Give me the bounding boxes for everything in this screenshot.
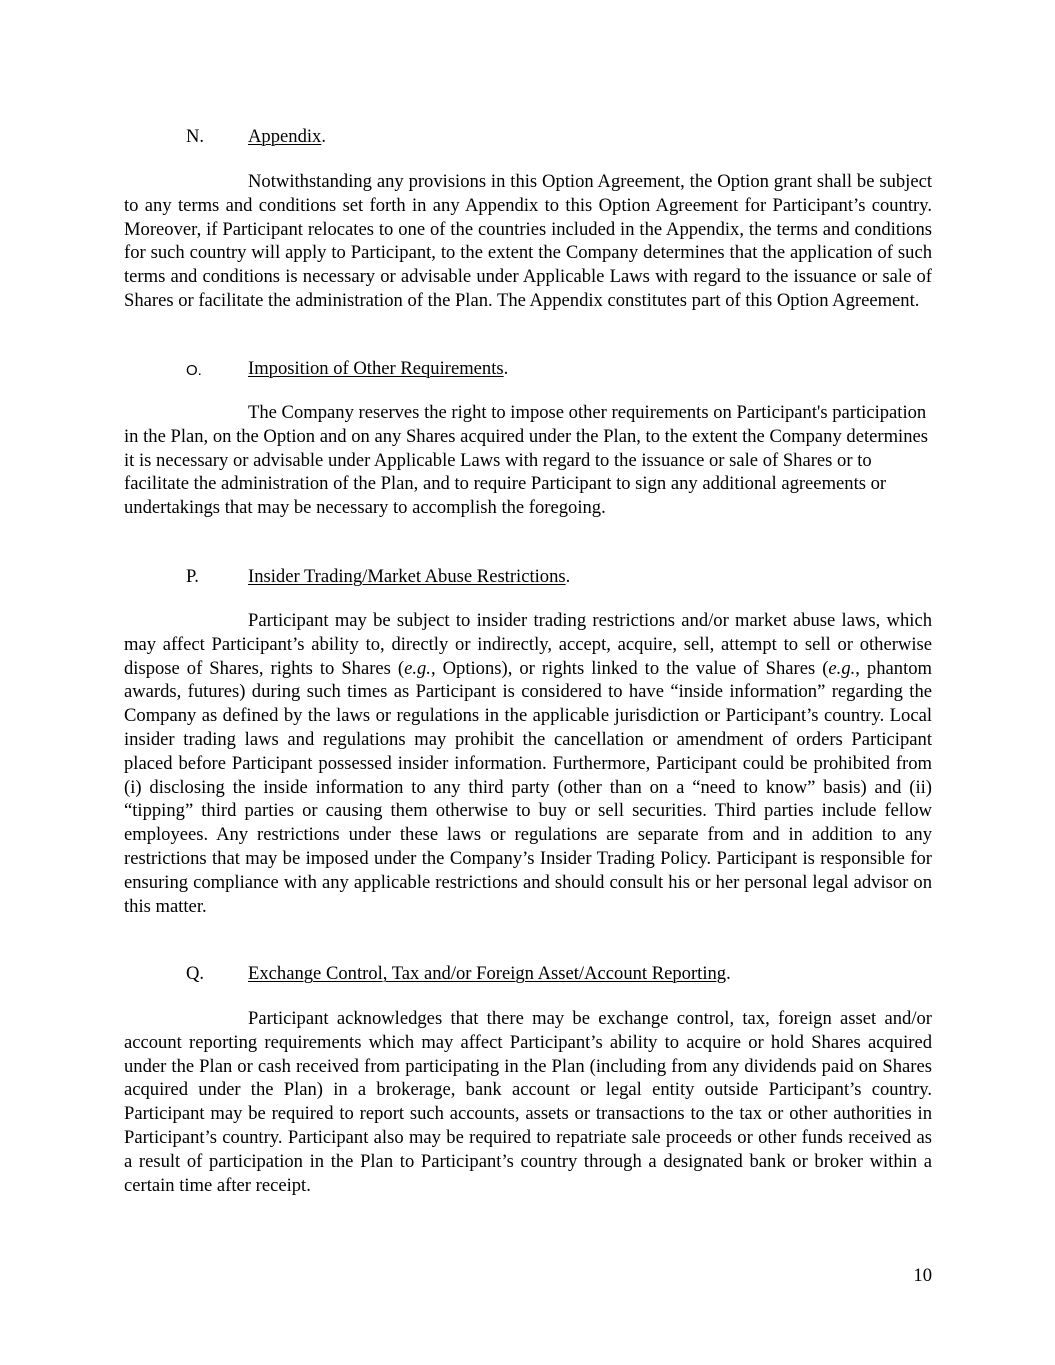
section-body-o: The Company reserves the right to impose other requirements on Participant's participation in the Plan, on the Option and on any Shares acquired under the Plan, to the extent the Company determines it is necessary or advisable under Applicable Laws with regard to the issuance or sale of Shares or to facilitate the administration of the Plan, and to require Participant to sign any additional agreements or undertakings that may be necessary to accomplish the foregoing. — [124, 402, 928, 519]
section-letter: Q. — [186, 963, 205, 984]
section-title: Appendix — [248, 126, 322, 147]
section-body-q: Participant acknowledges that there may be exchange control, tax, foreign asset and/or account reporting requirements which may affect Participant’s ability to acquire or hold Shares acquired under the Plan or cash received from participating in the Plan (including from any dividends paid on Shares acquired under the Plan) in a brokerage, bank account or legal entity outside Participant’s country. Participant may be required to report such accounts, assets or transactions to the tax or other authorities in Participant’s country. Participant also may be required to repatriate sale proceeds or other funds received as a result of participation in the Plan to Participant’s country through a designated bank or broker within a certain time after receipt. — [124, 1008, 932, 1196]
section-body-n: Notwithstanding any provisions in this Option Agreement, the Option grant shall be subject to any terms and conditions set forth in any Appendix to this Option Agreement for Participant’s country. Moreover, if Participant relocates to one of the countries included in the Appendix, the terms and conditions for such country will apply to Participant, to the extent the Company determines that the application of such terms and conditions is necessary or advisable under Applicable Laws with regard to the issuance or sale of Shares or facilitate the administration of the Plan. The Appendix constitutes part of this Option Agreement. — [124, 171, 932, 311]
section-letter: P. — [186, 566, 199, 587]
section-body-p: Participant may be subject to insider trading restrictions and/or market abuse laws, which may affect Participant’s ability to, directly or indirectly, accept, acquire, sell, attempt to sell or otherwise dispose of Shares, rights to Shares (e.g., Options), or rights linked to the value of Shares (e.g., phantom awards, futures) during such times as Participant is considered to have “inside information” regarding the Company as defined by the laws or regulations in the applicable jurisdiction or Participant’s country. Local insider trading laws and regulations may prohibit the cancellation or amendment of orders Participant placed before Participant possessed insider information. Furthermore, Participant could be prohibited from (i) disclosing the inside information to any third party (other than on a “need to know” basis) and (ii) “tipping” third parties or causing them otherwise to buy or sell securities. Third parties include fellow employees. Any restrictions under these laws or regulations are separate from and in addition to any restrictions that may be imposed under the Company’s Insider Trading Policy. Participant is responsible for ensuring compliance with any applicable restrictions and should consult his or her personal legal advisor on this matter. — [124, 610, 933, 917]
section-title: Insider Trading/Market Abuse Restrictions — [248, 566, 566, 587]
section-letter: O. — [186, 362, 202, 379]
section-title: Imposition of Other Requirements — [248, 358, 504, 379]
section-letter: N. — [186, 126, 205, 147]
page-number: 10 — [913, 1265, 932, 1286]
section-title: Exchange Control, Tax and/or Foreign Asset/Account Reporting — [248, 963, 727, 984]
